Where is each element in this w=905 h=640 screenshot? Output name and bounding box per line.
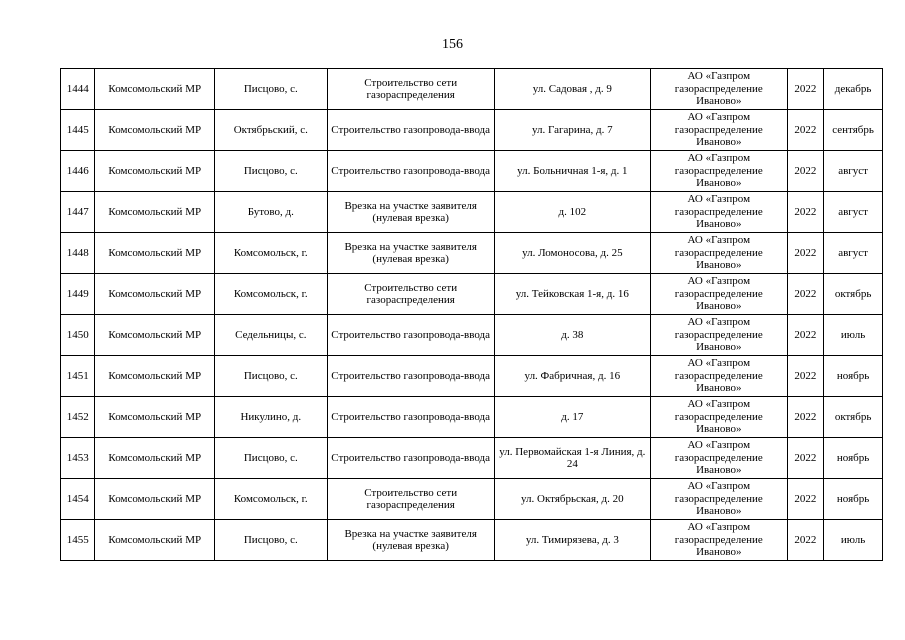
district-cell: Комсомольский МР bbox=[95, 110, 215, 151]
row-number-cell: 1449 bbox=[61, 274, 95, 315]
row-number-cell: 1447 bbox=[61, 192, 95, 233]
work-type-cell: Строительство газопровода-ввода bbox=[327, 110, 494, 151]
organization-cell: АО «Газпром газораспределение Иваново» bbox=[650, 110, 787, 151]
address-cell: д. 17 bbox=[494, 397, 650, 438]
row-number-cell: 1450 bbox=[61, 315, 95, 356]
settlement-cell: Писцово, с. bbox=[215, 151, 328, 192]
year-cell: 2022 bbox=[787, 356, 823, 397]
year-cell: 2022 bbox=[787, 274, 823, 315]
row-number-cell: 1451 bbox=[61, 356, 95, 397]
row-number-cell: 1444 bbox=[61, 69, 95, 110]
work-type-cell: Строительство сети газораспределения bbox=[327, 479, 494, 520]
row-number-cell: 1445 bbox=[61, 110, 95, 151]
month-cell: ноябрь bbox=[824, 479, 883, 520]
work-type-cell: Врезка на участке заявителя (нулевая врезка) bbox=[327, 520, 494, 561]
address-cell: д. 38 bbox=[494, 315, 650, 356]
organization-cell: АО «Газпром газораспределение Иваново» bbox=[650, 69, 787, 110]
table-row bbox=[61, 110, 883, 151]
settlement-cell: Писцово, с. bbox=[215, 438, 328, 479]
address-cell: ул. Ломоносова, д. 25 bbox=[494, 233, 650, 274]
table-row bbox=[61, 520, 883, 561]
table-row bbox=[61, 69, 883, 110]
organization-cell: АО «Газпром газораспределение Иваново» bbox=[650, 233, 787, 274]
organization-cell: АО «Газпром газораспределение Иваново» bbox=[650, 192, 787, 233]
row-number-cell: 1454 bbox=[61, 479, 95, 520]
month-cell: ноябрь bbox=[824, 438, 883, 479]
row-number-cell: 1453 bbox=[61, 438, 95, 479]
work-type-cell: Строительство газопровода-ввода bbox=[327, 438, 494, 479]
organization-cell: АО «Газпром газораспределение Иваново» bbox=[650, 397, 787, 438]
row-number-cell: 1452 bbox=[61, 397, 95, 438]
settlement-cell: Октябрьский, с. bbox=[215, 110, 328, 151]
table-row bbox=[61, 479, 883, 520]
month-cell: август bbox=[824, 233, 883, 274]
work-type-cell: Строительство сети газораспределения bbox=[327, 274, 494, 315]
district-cell: Комсомольский МР bbox=[95, 192, 215, 233]
year-cell: 2022 bbox=[787, 479, 823, 520]
organization-cell: АО «Газпром газораспределение Иваново» bbox=[650, 438, 787, 479]
address-cell: ул. Фабричная, д. 16 bbox=[494, 356, 650, 397]
district-cell: Комсомольский МР bbox=[95, 274, 215, 315]
district-cell: Комсомольский МР bbox=[95, 438, 215, 479]
table-row bbox=[61, 438, 883, 479]
district-cell: Комсомольский МР bbox=[95, 233, 215, 274]
month-cell: ноябрь bbox=[824, 356, 883, 397]
work-type-cell: Строительство газопровода-ввода bbox=[327, 151, 494, 192]
address-cell: ул. Больничная 1-я, д. 1 bbox=[494, 151, 650, 192]
table-row bbox=[61, 356, 883, 397]
settlement-cell: Писцово, с. bbox=[215, 69, 328, 110]
row-number-cell: 1448 bbox=[61, 233, 95, 274]
month-cell: июль bbox=[824, 520, 883, 561]
district-cell: Комсомольский МР bbox=[95, 151, 215, 192]
table-row bbox=[61, 192, 883, 233]
work-type-cell: Строительство газопровода-ввода bbox=[327, 356, 494, 397]
address-cell: ул. Садовая , д. 9 bbox=[494, 69, 650, 110]
settlement-cell: Седельницы, с. bbox=[215, 315, 328, 356]
month-cell: сентябрь bbox=[824, 110, 883, 151]
year-cell: 2022 bbox=[787, 69, 823, 110]
address-cell: ул. Гагарина, д. 7 bbox=[494, 110, 650, 151]
table-row bbox=[61, 233, 883, 274]
work-type-cell: Врезка на участке заявителя (нулевая врезка) bbox=[327, 192, 494, 233]
month-cell: декабрь bbox=[824, 69, 883, 110]
work-type-cell: Строительство газопровода-ввода bbox=[327, 397, 494, 438]
page-number: 156 bbox=[442, 37, 463, 52]
settlement-cell: Комсомольск, г. bbox=[215, 274, 328, 315]
district-cell: Комсомольский МР bbox=[95, 356, 215, 397]
settlement-cell: Писцово, с. bbox=[215, 356, 328, 397]
month-cell: октябрь bbox=[824, 397, 883, 438]
table-row bbox=[61, 274, 883, 315]
work-type-cell: Врезка на участке заявителя (нулевая врезка) bbox=[327, 233, 494, 274]
address-cell: д. 102 bbox=[494, 192, 650, 233]
year-cell: 2022 bbox=[787, 438, 823, 479]
district-cell: Комсомольский МР bbox=[95, 315, 215, 356]
address-cell: ул. Первомайская 1-я Линия, д. 24 bbox=[494, 438, 650, 479]
table-row bbox=[61, 315, 883, 356]
row-number-cell: 1455 bbox=[61, 520, 95, 561]
gas-works-table bbox=[60, 68, 883, 561]
district-cell: Комсомольский МР bbox=[95, 69, 215, 110]
organization-cell: АО «Газпром газораспределение Иваново» bbox=[650, 520, 787, 561]
month-cell: август bbox=[824, 192, 883, 233]
settlement-cell: Комсомольск, г. bbox=[215, 479, 328, 520]
organization-cell: АО «Газпром газораспределение Иваново» bbox=[650, 479, 787, 520]
year-cell: 2022 bbox=[787, 233, 823, 274]
work-type-cell: Строительство газопровода-ввода bbox=[327, 315, 494, 356]
organization-cell: АО «Газпром газораспределение Иваново» bbox=[650, 315, 787, 356]
organization-cell: АО «Газпром газораспределение Иваново» bbox=[650, 356, 787, 397]
year-cell: 2022 bbox=[787, 520, 823, 561]
district-cell: Комсомольский МР bbox=[95, 479, 215, 520]
settlement-cell: Писцово, с. bbox=[215, 520, 328, 561]
district-cell: Комсомольский МР bbox=[95, 520, 215, 561]
district-cell: Комсомольский МР bbox=[95, 397, 215, 438]
year-cell: 2022 bbox=[787, 151, 823, 192]
organization-cell: АО «Газпром газораспределение Иваново» bbox=[650, 151, 787, 192]
settlement-cell: Комсомольск, г. bbox=[215, 233, 328, 274]
table-row bbox=[61, 397, 883, 438]
address-cell: ул. Тейковская 1-я, д. 16 bbox=[494, 274, 650, 315]
organization-cell: АО «Газпром газораспределение Иваново» bbox=[650, 274, 787, 315]
settlement-cell: Бутово, д. bbox=[215, 192, 328, 233]
settlement-cell: Никулино, д. bbox=[215, 397, 328, 438]
year-cell: 2022 bbox=[787, 110, 823, 151]
month-cell: август bbox=[824, 151, 883, 192]
month-cell: октябрь bbox=[824, 274, 883, 315]
address-cell: ул. Октябрьская, д. 20 bbox=[494, 479, 650, 520]
month-cell: июль bbox=[824, 315, 883, 356]
address-cell: ул. Тимирязева, д. 3 bbox=[494, 520, 650, 561]
row-number-cell: 1446 bbox=[61, 151, 95, 192]
table-row bbox=[61, 151, 883, 192]
year-cell: 2022 bbox=[787, 315, 823, 356]
work-type-cell: Строительство сети газораспределения bbox=[327, 69, 494, 110]
year-cell: 2022 bbox=[787, 192, 823, 233]
year-cell: 2022 bbox=[787, 397, 823, 438]
